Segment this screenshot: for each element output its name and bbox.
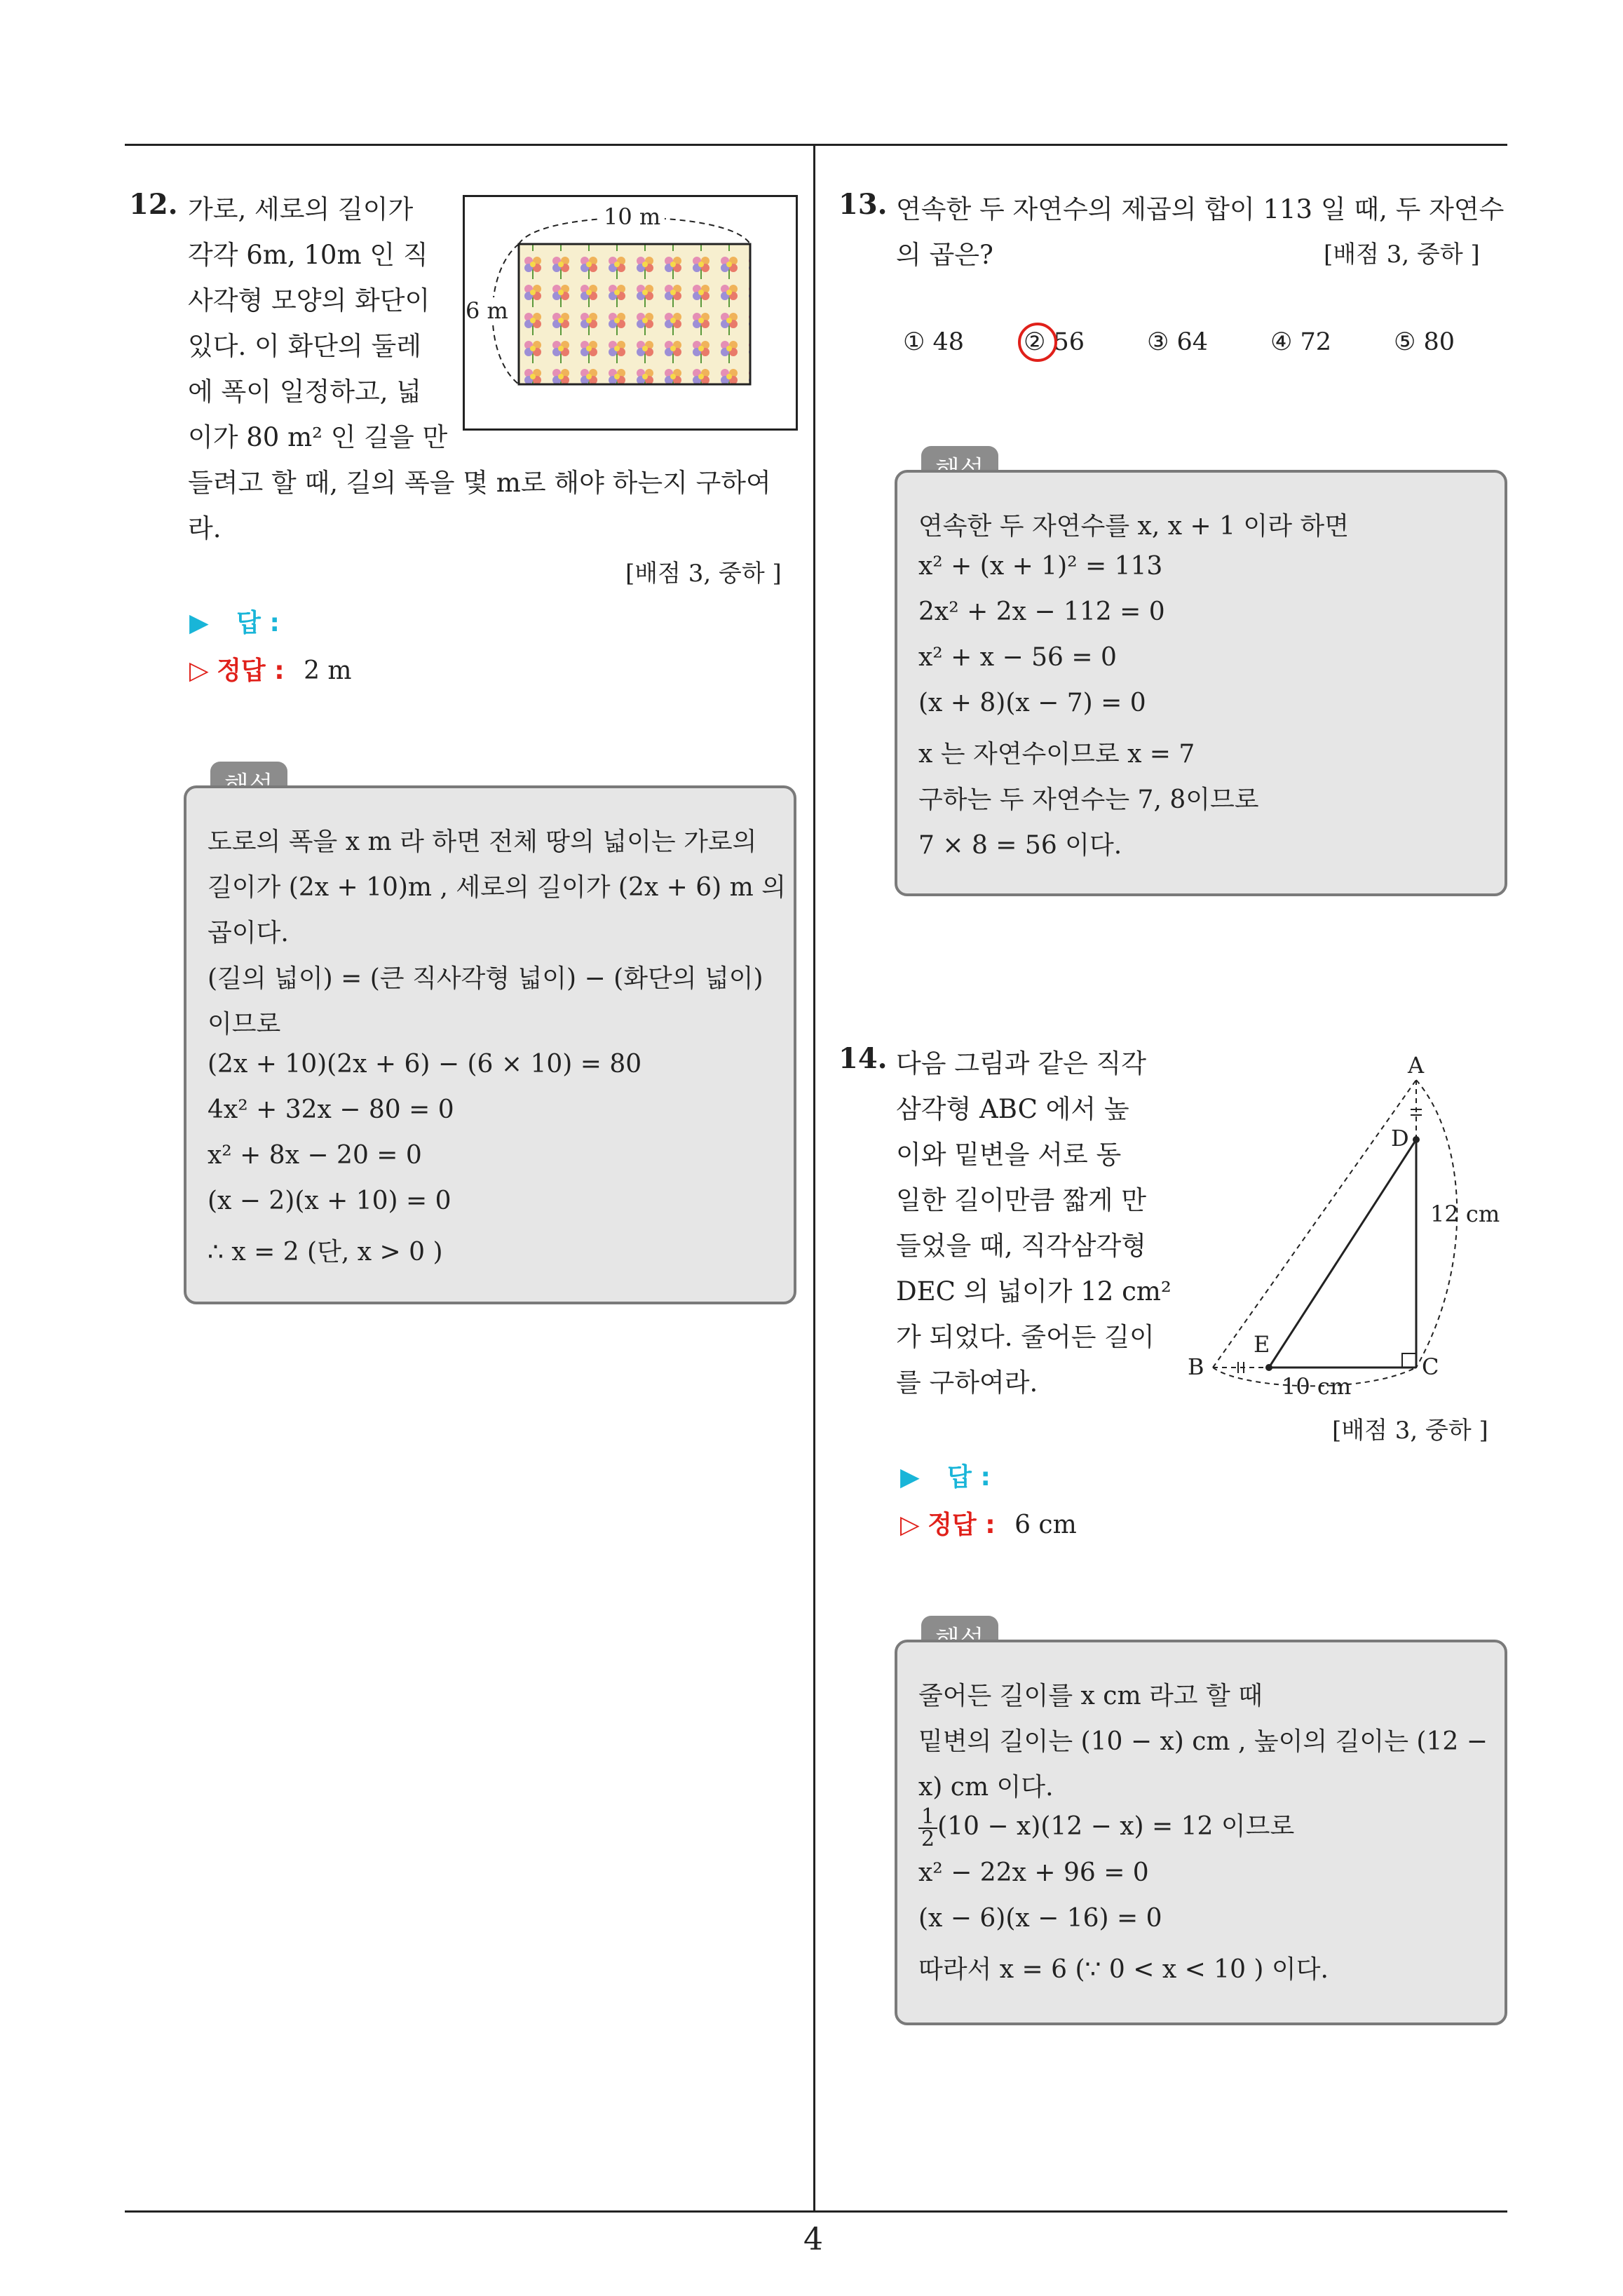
solution-line: 도로의 폭을 x m 라 하면 전체 땅의 넓이는 가로의 [208, 828, 757, 856]
fraction-equation: (10 − x)(12 − x) = 12 이므로 [937, 1812, 1295, 1841]
choice-1[interactable]: ① 48 [903, 328, 965, 356]
solution-line: 밑변의 길이는 (10 − x) cm , 높이의 길이는 (12 − [918, 1727, 1488, 1756]
right-triangle-figure [1185, 1052, 1507, 1410]
solution-line: ∴ x = 2 (단, x > 0 ) [208, 1238, 443, 1267]
question-14-line: 삼각형 ABC 에서 높 [896, 1094, 1129, 1124]
question-12-line: 들려고 할 때, 길의 폭을 몇 m로 해야 하는지 구하여 [188, 468, 771, 498]
solution-line: x² + x − 56 = 0 [918, 643, 1117, 672]
solution-line: 줄어든 길이를 x cm 라고 할 때 [918, 1682, 1263, 1710]
question-14-number: 14. [838, 1042, 888, 1075]
choice-4[interactable]: ④ 72 [1270, 328, 1332, 356]
answer-label: 답 : [236, 609, 280, 637]
question-14-line: 가 되었다. 줄어든 길이 [896, 1322, 1155, 1352]
solution-line: 7 × 8 = 56 이다. [918, 831, 1122, 860]
solution-line: (x + 8)(x − 7) = 0 [918, 689, 1146, 717]
question-12-line: 에 폭이 일정하고, 넓 [188, 377, 421, 407]
solution-line: 4x² + 32x − 80 = 0 [208, 1095, 454, 1124]
flower-bed-height-label: 6 m [466, 297, 508, 324]
vertex-a-label: A [1408, 1052, 1425, 1079]
solution-line: (2x + 10)(2x + 6) − (6 × 10) = 80 [208, 1050, 642, 1079]
question-13-number: 13. [838, 188, 888, 221]
solution-fraction-line [918, 1804, 1295, 1851]
question-14-line: 들었을 때, 직각삼각형 [896, 1231, 1146, 1261]
page-number: 4 [803, 2222, 823, 2257]
question-12-number: 12. [129, 188, 178, 221]
question-12-solution-box [184, 785, 796, 1304]
question-14-line: 일한 길이만큼 짧게 만 [896, 1185, 1146, 1215]
question-12-answer [189, 603, 280, 639]
question-14-line: 다음 그림과 같은 직각 [896, 1048, 1146, 1079]
height-label: 12 cm [1430, 1201, 1500, 1227]
solution-line: 연속한 두 자연수를 x, x + 1 이라 하면 [918, 512, 1349, 541]
correct-value: 2 m [304, 656, 352, 685]
fraction-denominator: 2 [921, 1827, 935, 1851]
solution-line: (x − 6)(x − 16) = 0 [918, 1904, 1162, 1933]
correct-value: 6 cm [1014, 1511, 1077, 1539]
choice-5[interactable]: ⑤ 80 [1394, 328, 1455, 356]
choice-3[interactable]: ③ 64 [1147, 328, 1209, 356]
question-13-line: 의 곱은? [896, 240, 993, 270]
solution-line: 이므로 [208, 1010, 281, 1039]
solution-line: x² + 8x − 20 = 0 [208, 1141, 422, 1170]
bottom-rule [125, 2210, 1507, 2213]
vertex-b-label: B [1188, 1353, 1204, 1380]
question-14-score: [배점 3, 중하 ] [1332, 1417, 1488, 1445]
solution-line: 곱이다. [208, 919, 289, 947]
solution-line: x² − 22x + 96 = 0 [918, 1858, 1149, 1887]
question-12-line: 있다. 이 화단의 둘레 [188, 331, 421, 361]
solution-line: 2x² + 2x − 112 = 0 [918, 597, 1165, 626]
one-half-fraction [918, 1804, 937, 1851]
correct-arrow-icon: ▷ [900, 1511, 920, 1539]
question-12-line: 이가 80 m² 인 길을 만 [188, 422, 448, 452]
vertex-d-label: D [1391, 1125, 1409, 1152]
question-12-line: 가로, 세로의 길이가 [188, 194, 414, 224]
solution-line: 구하는 두 자연수는 7, 8이므로 [918, 785, 1259, 814]
base-label: 10 cm [1282, 1373, 1352, 1400]
question-14-line: 이와 밑변을 서로 동 [896, 1140, 1122, 1170]
answer-arrow-icon: ▶ [900, 1463, 920, 1492]
top-rule [125, 144, 1507, 146]
selected-answer-circle-icon [1018, 323, 1057, 362]
flower-bed-width-label: 10 m [599, 203, 665, 230]
question-12-score: [배점 3, 중하 ] [625, 560, 782, 588]
question-14-line: DEC 의 넓이가 12 cm² [896, 1276, 1172, 1306]
question-14-correct-answer [900, 1505, 1077, 1541]
question-12-line: 사각형 모양의 화단이 [188, 285, 430, 316]
solution-line: (x − 2)(x + 10) = 0 [208, 1187, 451, 1215]
solution-line: x 는 자연수이므로 x = 7 [918, 740, 1195, 769]
question-12-correct-answer [189, 651, 352, 687]
correct-arrow-icon: ▷ [189, 656, 209, 685]
question-13-line: 연속한 두 자연수의 제곱의 합이 113 일 때, 두 자연수 [896, 194, 1505, 224]
answer-arrow-icon: ▶ [189, 609, 209, 637]
column-divider [813, 144, 815, 2213]
solution-line: 따라서 x = 6 (∵ 0 < x < 10 ) 이다. [918, 1955, 1329, 1984]
flower-bed-figure [463, 195, 798, 431]
fraction-numerator: 1 [918, 1807, 937, 1829]
question-12-line: 라. [188, 513, 222, 543]
question-13-score: [배점 3, 중하 ] [1324, 241, 1480, 269]
choice-2[interactable]: ② 56 [1024, 328, 1085, 356]
question-14-answer [900, 1457, 991, 1493]
vertex-e-label: E [1254, 1331, 1270, 1358]
solution-line: (길의 넓이) = (큰 직사각형 넓이) − (화단의 넓이) [208, 964, 763, 993]
correct-label: 정답 : [217, 656, 285, 685]
correct-label: 정답 : [928, 1511, 996, 1539]
vertex-c-label: C [1422, 1353, 1439, 1380]
answer-label: 답 : [947, 1463, 991, 1492]
solution-line: x² + (x + 1)² = 113 [918, 552, 1163, 581]
question-12-line: 각각 6m, 10m 인 직 [188, 240, 428, 270]
solution-line: x) cm 이다. [918, 1773, 1054, 1802]
question-14-line: 를 구하여라. [896, 1368, 1038, 1398]
solution-line: 길이가 (2x + 10)m , 세로의 길이가 (2x + 6) m 의 [208, 873, 786, 902]
